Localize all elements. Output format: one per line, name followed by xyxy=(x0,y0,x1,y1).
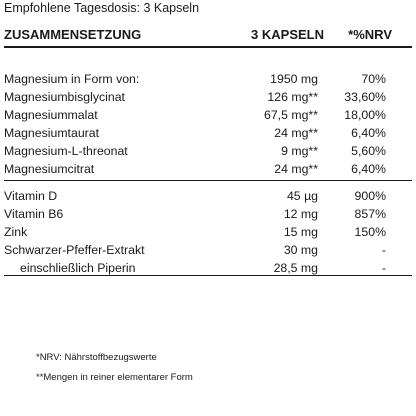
ingredient-nrv: 6,40% xyxy=(351,162,386,176)
table-row xyxy=(4,223,412,241)
table-row xyxy=(4,205,412,223)
vitamins-minerals-group xyxy=(4,187,412,277)
table-row xyxy=(4,187,412,205)
ingredient-nrv: 33,60% xyxy=(344,90,386,104)
footnote-nrv: *NRV: Nährstoffbezugswerte xyxy=(36,352,157,363)
ingredient-nrv: 150% xyxy=(354,225,386,239)
ingredient-amount: 67,5 mg** xyxy=(263,108,318,122)
ingredient-amount: 24 mg** xyxy=(274,126,318,140)
ingredient-name: Vitamin B6 xyxy=(4,207,64,221)
ingredient-amount: 1950 mg xyxy=(270,72,318,86)
ingredient-name: Magnesiumtaurat xyxy=(4,126,100,140)
ingredient-amount: 45 µg xyxy=(286,189,318,203)
ingredient-amount: 30 mg xyxy=(283,243,318,257)
header-composition: ZUSAMMENSETZUNG xyxy=(4,27,142,42)
table-row xyxy=(4,106,412,124)
ingredient-name: Magnesiumcitrat xyxy=(4,162,95,176)
header-quantity: 3 KAPSELN xyxy=(251,27,324,42)
table-row xyxy=(4,124,412,142)
ingredient-name: Zink xyxy=(4,225,28,239)
ingredient-name: Magnesium-L-threonat xyxy=(4,144,128,158)
ingredient-name: Magnesiumbisglycinat xyxy=(4,90,125,104)
header-nrv: *%NRV xyxy=(348,27,392,42)
ingredient-name: Magnesium in Form von: xyxy=(4,72,140,86)
ingredient-name: einschließlich Piperin xyxy=(20,261,136,275)
table-row xyxy=(4,70,412,88)
ingredient-nrv: 18,00% xyxy=(344,108,386,122)
table-row xyxy=(4,160,412,178)
footnote-elemental: **Mengen in reiner elementarer Form xyxy=(36,372,193,383)
table-header xyxy=(4,27,412,45)
magnesium-group xyxy=(4,70,412,178)
ingredient-nrv: - xyxy=(381,261,386,275)
ingredient-amount: 12 mg xyxy=(283,207,318,221)
ingredient-name: Schwarzer-Pfeffer-Extrakt xyxy=(4,243,145,257)
table-row xyxy=(4,142,412,160)
header-divider xyxy=(4,46,412,48)
ingredient-nrv: 5,60% xyxy=(351,144,386,158)
group-divider xyxy=(4,180,412,181)
ingredient-nrv: 900% xyxy=(354,189,386,203)
ingredient-name: Vitamin D xyxy=(4,189,58,203)
ingredient-nrv: - xyxy=(381,243,386,257)
table-row xyxy=(4,88,412,106)
ingredient-nrv: 70% xyxy=(361,72,386,86)
recommended-dose-text: Empfohlene Tagesdosis: 3 Kapseln xyxy=(4,1,200,15)
ingredient-name: Magnesiummalat xyxy=(4,108,98,122)
ingredient-amount: 24 mg** xyxy=(274,162,318,176)
ingredient-amount: 9 mg** xyxy=(281,144,318,158)
ingredient-nrv: 857% xyxy=(354,207,386,221)
ingredient-nrv: 6,40% xyxy=(351,126,386,140)
footer-divider xyxy=(4,275,412,276)
ingredient-amount: 15 mg xyxy=(283,225,318,239)
ingredient-amount: 28,5 mg xyxy=(273,261,318,275)
ingredient-amount: 126 mg** xyxy=(267,90,318,104)
table-row xyxy=(4,241,412,259)
